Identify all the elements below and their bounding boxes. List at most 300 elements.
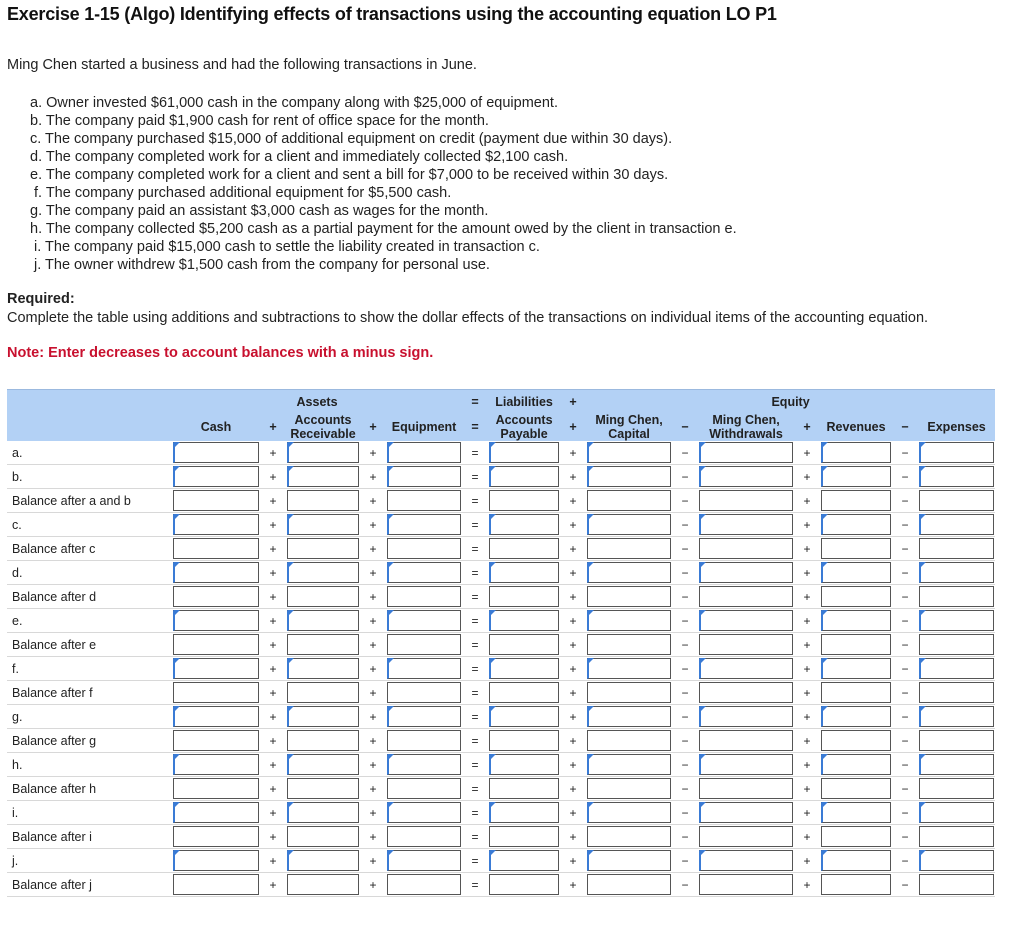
ap-input[interactable]: [490, 875, 558, 894]
cash-input[interactable]: [174, 587, 258, 606]
table-row: [7, 537, 995, 561]
operator-sign: −: [672, 753, 698, 777]
ar-input[interactable]: [289, 563, 358, 582]
input-box: [489, 562, 559, 583]
equipment-input[interactable]: [389, 467, 460, 486]
ar-input[interactable]: [289, 803, 358, 822]
equipment-input[interactable]: [389, 851, 460, 870]
input-box: [489, 442, 559, 463]
ap-input[interactable]: [491, 659, 558, 678]
cash-input[interactable]: [174, 683, 258, 702]
revenues-input[interactable]: [822, 731, 890, 750]
expenses-input[interactable]: [920, 875, 993, 894]
cell-capital: [586, 801, 672, 825]
cash-input[interactable]: [175, 707, 258, 726]
cash-input[interactable]: [175, 467, 258, 486]
withdrawals-input[interactable]: [701, 467, 792, 486]
capital-input[interactable]: [588, 635, 670, 654]
capital-input[interactable]: [589, 515, 670, 534]
expenses-input[interactable]: [920, 635, 993, 654]
ap-input[interactable]: [491, 707, 558, 726]
ar-input[interactable]: [289, 755, 358, 774]
cash-input[interactable]: [174, 539, 258, 558]
expenses-input[interactable]: [921, 563, 993, 582]
withdrawals-input[interactable]: [700, 827, 792, 846]
cell-ar: [286, 537, 360, 561]
capital-input[interactable]: [589, 851, 670, 870]
operator-sign: +: [560, 441, 586, 465]
row-label: Balance after h: [7, 777, 172, 801]
expenses-input[interactable]: [920, 683, 993, 702]
operator-sign: −: [672, 585, 698, 609]
operator-sign: =: [462, 585, 488, 609]
input-box: [287, 586, 359, 607]
operator-sign: +: [360, 753, 386, 777]
input-box: [587, 562, 671, 583]
operator-sign: +: [260, 825, 286, 849]
ar-input[interactable]: [289, 707, 358, 726]
cell-withdrawals: [698, 849, 794, 873]
transaction-list: [30, 94, 737, 274]
input-box: [821, 562, 891, 583]
ar-input[interactable]: [288, 827, 358, 846]
cell-equipment: [386, 777, 462, 801]
operator-sign: +: [794, 585, 820, 609]
input-box: [489, 778, 559, 799]
expenses-input[interactable]: [920, 731, 993, 750]
operator-sign: −: [892, 513, 918, 537]
capital-input[interactable]: [589, 611, 670, 630]
revenues-input[interactable]: [822, 683, 890, 702]
input-box: [699, 850, 793, 871]
revenues-input[interactable]: [823, 755, 890, 774]
revenues-input[interactable]: [822, 779, 890, 798]
cell-withdrawals: [698, 513, 794, 537]
cell-ap: [488, 657, 560, 681]
cell-expenses: [918, 681, 995, 705]
revenues-input[interactable]: [822, 827, 890, 846]
cell-cash: [172, 489, 260, 513]
equipment-input[interactable]: [389, 443, 460, 462]
expenses-input[interactable]: [921, 755, 993, 774]
revenues-input[interactable]: [823, 467, 890, 486]
operator-sign: +: [360, 537, 386, 561]
equipment-input[interactable]: [388, 539, 460, 558]
operator-sign: +: [260, 585, 286, 609]
capital-input[interactable]: [588, 779, 670, 798]
cash-input[interactable]: [175, 755, 258, 774]
ap-input[interactable]: [490, 683, 558, 702]
capital-input[interactable]: [589, 803, 670, 822]
withdrawals-input[interactable]: [700, 587, 792, 606]
input-box: [173, 538, 259, 559]
capital-input[interactable]: [588, 539, 670, 558]
row-label: g.: [7, 705, 172, 729]
ar-input[interactable]: [289, 515, 358, 534]
expenses-input[interactable]: [921, 707, 993, 726]
input-box: [489, 802, 559, 823]
ap-input[interactable]: [491, 611, 558, 630]
ar-input[interactable]: [289, 659, 358, 678]
ap-input[interactable]: [491, 755, 558, 774]
capital-input[interactable]: [589, 707, 670, 726]
ar-input[interactable]: [289, 851, 358, 870]
input-box: [919, 466, 994, 487]
equipment-input[interactable]: [389, 707, 460, 726]
operator-sign: −: [892, 465, 918, 489]
input-box: [919, 682, 994, 703]
cash-input[interactable]: [175, 851, 258, 870]
cell-ap: [488, 513, 560, 537]
input-box: [919, 874, 994, 895]
cell-capital: [586, 753, 672, 777]
expenses-input[interactable]: [921, 803, 993, 822]
cell-revenues: [820, 753, 892, 777]
input-box: [587, 610, 671, 631]
operator-sign: −: [672, 849, 698, 873]
header-equity: Equity: [586, 390, 995, 414]
capital-input[interactable]: [589, 443, 670, 462]
cell-cash: [172, 657, 260, 681]
operator-sign: −: [892, 537, 918, 561]
cash-input[interactable]: [174, 731, 258, 750]
input-box: [387, 658, 461, 679]
input-box: [489, 658, 559, 679]
cell-revenues: [820, 777, 892, 801]
operator-sign: +: [560, 537, 586, 561]
input-box: [821, 466, 891, 487]
capital-input[interactable]: [588, 875, 670, 894]
operator-sign: −: [672, 513, 698, 537]
cash-input[interactable]: [174, 635, 258, 654]
operator-sign: +: [560, 561, 586, 585]
expenses-input[interactable]: [920, 587, 993, 606]
expenses-input[interactable]: [921, 515, 993, 534]
operator-sign: =: [462, 657, 488, 681]
capital-input[interactable]: [589, 755, 670, 774]
input-box: [821, 754, 891, 775]
input-box: [387, 634, 461, 655]
revenues-input[interactable]: [823, 659, 890, 678]
operator-sign: +: [360, 705, 386, 729]
cell-cash: [172, 609, 260, 633]
header-blank: [7, 413, 172, 441]
input-box: [387, 610, 461, 631]
expenses-input[interactable]: [921, 467, 993, 486]
equipment-input[interactable]: [389, 659, 460, 678]
operator-sign: =: [462, 561, 488, 585]
equipment-input[interactable]: [388, 635, 460, 654]
input-box: [919, 586, 994, 607]
equipment-input[interactable]: [388, 587, 460, 606]
ar-input[interactable]: [288, 875, 358, 894]
revenues-input[interactable]: [822, 635, 890, 654]
cell-equipment: [386, 489, 462, 513]
cash-input[interactable]: [174, 491, 258, 510]
input-box: [699, 706, 793, 727]
withdrawals-input[interactable]: [700, 635, 792, 654]
withdrawals-input[interactable]: [700, 779, 792, 798]
ar-input[interactable]: [288, 779, 358, 798]
cell-ar: [286, 729, 360, 753]
input-box: [699, 634, 793, 655]
capital-input[interactable]: [588, 491, 670, 510]
cell-ap: [488, 609, 560, 633]
ap-input[interactable]: [491, 515, 558, 534]
operator-sign: +: [260, 705, 286, 729]
cell-expenses: [918, 753, 995, 777]
header-group-row: [7, 390, 995, 414]
cell-withdrawals: [698, 489, 794, 513]
capital-input[interactable]: [588, 587, 670, 606]
table-row: [7, 729, 995, 753]
revenues-input[interactable]: [823, 563, 890, 582]
cash-input[interactable]: [175, 659, 258, 678]
cell-revenues: [820, 585, 892, 609]
input-box: [587, 706, 671, 727]
capital-input[interactable]: [588, 731, 670, 750]
cell-revenues: [820, 729, 892, 753]
operator-sign: −: [672, 777, 698, 801]
col-equipment: Equipment: [386, 413, 462, 441]
revenues-input[interactable]: [822, 875, 890, 894]
equipment-input[interactable]: [388, 731, 460, 750]
equipment-input[interactable]: [389, 755, 460, 774]
input-box: [821, 778, 891, 799]
equipment-input[interactable]: [388, 827, 460, 846]
cell-ar: [286, 873, 360, 897]
row-label: Balance after j: [7, 873, 172, 897]
ap-input[interactable]: [491, 803, 558, 822]
withdrawals-input[interactable]: [700, 731, 792, 750]
input-box: [489, 466, 559, 487]
input-box: [699, 874, 793, 895]
revenues-input[interactable]: [823, 611, 890, 630]
input-box: [173, 802, 259, 823]
ap-input[interactable]: [490, 635, 558, 654]
equipment-input[interactable]: [389, 563, 460, 582]
operator-sign: =: [462, 489, 488, 513]
capital-input[interactable]: [589, 659, 670, 678]
input-box: [489, 514, 559, 535]
operator-sign: +: [560, 753, 586, 777]
ar-input[interactable]: [288, 683, 358, 702]
cell-cash: [172, 681, 260, 705]
equipment-input[interactable]: [388, 875, 460, 894]
revenues-input[interactable]: [823, 515, 890, 534]
input-box: [699, 466, 793, 487]
capital-input[interactable]: [589, 467, 670, 486]
cell-capital: [586, 657, 672, 681]
ap-input[interactable]: [491, 851, 558, 870]
operator-sign: −: [672, 537, 698, 561]
row-label: Balance after d: [7, 585, 172, 609]
equipment-input[interactable]: [389, 803, 460, 822]
operator-sign: −: [892, 633, 918, 657]
operator-sign: +: [260, 873, 286, 897]
ar-input[interactable]: [289, 443, 358, 462]
cell-capital: [586, 729, 672, 753]
cell-ar: [286, 777, 360, 801]
cell-ar: [286, 657, 360, 681]
cash-input[interactable]: [175, 563, 258, 582]
input-box: [173, 754, 259, 775]
equipment-input[interactable]: [389, 611, 460, 630]
expenses-input[interactable]: [920, 779, 993, 798]
input-box: [287, 466, 359, 487]
table-row: [7, 753, 995, 777]
transaction-item: c. The company purchased $15,000 of additional equipment on credit (payment due within 30 days).: [30, 131, 673, 147]
input-box: [699, 610, 793, 631]
cash-input[interactable]: [174, 779, 258, 798]
revenues-input[interactable]: [822, 587, 890, 606]
expenses-input[interactable]: [920, 491, 993, 510]
cell-ap: [488, 801, 560, 825]
equipment-input[interactable]: [389, 515, 460, 534]
row-label: Balance after i: [7, 825, 172, 849]
ap-input[interactable]: [490, 827, 558, 846]
operator-sign: −: [892, 705, 918, 729]
input-box: [821, 682, 891, 703]
intro-text: Ming Chen started a business and had the following transactions in June.: [7, 57, 477, 73]
expenses-input[interactable]: [921, 611, 993, 630]
input-box: [699, 754, 793, 775]
cell-revenues: [820, 873, 892, 897]
withdrawals-input[interactable]: [701, 659, 792, 678]
cash-input[interactable]: [174, 875, 258, 894]
operator-sign: +: [260, 777, 286, 801]
expenses-input[interactable]: [921, 659, 993, 678]
cash-input[interactable]: [174, 827, 258, 846]
revenues-input[interactable]: [823, 803, 890, 822]
capital-input[interactable]: [589, 563, 670, 582]
input-box: [699, 514, 793, 535]
input-box: [587, 514, 671, 535]
cell-capital: [586, 537, 672, 561]
expenses-input[interactable]: [920, 827, 993, 846]
input-box: [489, 634, 559, 655]
withdrawals-input[interactable]: [700, 491, 792, 510]
withdrawals-input[interactable]: [700, 683, 792, 702]
cell-withdrawals: [698, 657, 794, 681]
ar-input[interactable]: [288, 539, 358, 558]
cash-input[interactable]: [175, 515, 258, 534]
withdrawals-input[interactable]: [701, 563, 792, 582]
ar-input[interactable]: [288, 587, 358, 606]
withdrawals-input[interactable]: [700, 875, 792, 894]
capital-input[interactable]: [588, 827, 670, 846]
capital-input[interactable]: [588, 683, 670, 702]
table-row: [7, 633, 995, 657]
operator-sign: =: [462, 609, 488, 633]
cash-input[interactable]: [175, 611, 258, 630]
operator-sign: −: [672, 657, 698, 681]
revenues-input[interactable]: [822, 539, 890, 558]
ar-input[interactable]: [288, 635, 358, 654]
equipment-input[interactable]: [388, 491, 460, 510]
revenues-input[interactable]: [823, 851, 890, 870]
operator-sign: +: [260, 753, 286, 777]
cell-capital: [586, 585, 672, 609]
cash-input[interactable]: [175, 443, 258, 462]
ap-input[interactable]: [490, 539, 558, 558]
cell-expenses: [918, 465, 995, 489]
cell-equipment: [386, 729, 462, 753]
revenues-input[interactable]: [822, 491, 890, 510]
equipment-input[interactable]: [388, 779, 460, 798]
withdrawals-input[interactable]: [701, 515, 792, 534]
input-box: [387, 538, 461, 559]
operator-sign: +: [560, 465, 586, 489]
cell-equipment: [386, 849, 462, 873]
cell-equipment: [386, 705, 462, 729]
cell-revenues: [820, 633, 892, 657]
ap-input[interactable]: [490, 491, 558, 510]
cell-ap: [488, 585, 560, 609]
withdrawals-input[interactable]: [700, 539, 792, 558]
withdrawals-input[interactable]: [701, 755, 792, 774]
withdrawals-input[interactable]: [701, 851, 792, 870]
equipment-input[interactable]: [388, 683, 460, 702]
input-box: [587, 802, 671, 823]
ar-input[interactable]: [289, 467, 358, 486]
ap-input[interactable]: [491, 563, 558, 582]
table-row: [7, 777, 995, 801]
operator-sign: =: [462, 849, 488, 873]
expenses-input[interactable]: [920, 539, 993, 558]
input-box: [821, 658, 891, 679]
withdrawals-input[interactable]: [701, 611, 792, 630]
input-box: [489, 586, 559, 607]
cell-equipment: [386, 681, 462, 705]
operator-sign: +: [560, 489, 586, 513]
withdrawals-input[interactable]: [701, 443, 792, 462]
ar-input[interactable]: [289, 611, 358, 630]
revenues-input[interactable]: [823, 443, 890, 462]
withdrawals-input[interactable]: [701, 803, 792, 822]
input-box: [387, 826, 461, 847]
expenses-input[interactable]: [921, 443, 993, 462]
ar-input[interactable]: [288, 491, 358, 510]
cell-ap: [488, 849, 560, 873]
cell-revenues: [820, 849, 892, 873]
cash-input[interactable]: [175, 803, 258, 822]
table-row: [7, 825, 995, 849]
cell-cash: [172, 801, 260, 825]
input-box: [387, 874, 461, 895]
input-box: [821, 706, 891, 727]
col-op: +: [260, 413, 286, 441]
cell-expenses: [918, 609, 995, 633]
ap-input[interactable]: [491, 467, 558, 486]
expenses-input[interactable]: [921, 851, 993, 870]
ap-input[interactable]: [490, 731, 558, 750]
ap-input[interactable]: [490, 587, 558, 606]
ap-input[interactable]: [491, 443, 558, 462]
cell-expenses: [918, 441, 995, 465]
ar-input[interactable]: [288, 731, 358, 750]
withdrawals-input[interactable]: [701, 707, 792, 726]
cell-expenses: [918, 561, 995, 585]
input-box: [821, 634, 891, 655]
page-title: Exercise 1-15 (Algo) Identifying effects of transactions using the accounting equation LO P1: [7, 4, 777, 24]
revenues-input[interactable]: [823, 707, 890, 726]
cell-ar: [286, 849, 360, 873]
col-op: −: [672, 413, 698, 441]
ap-input[interactable]: [490, 779, 558, 798]
input-box: [173, 850, 259, 871]
operator-sign: +: [560, 609, 586, 633]
